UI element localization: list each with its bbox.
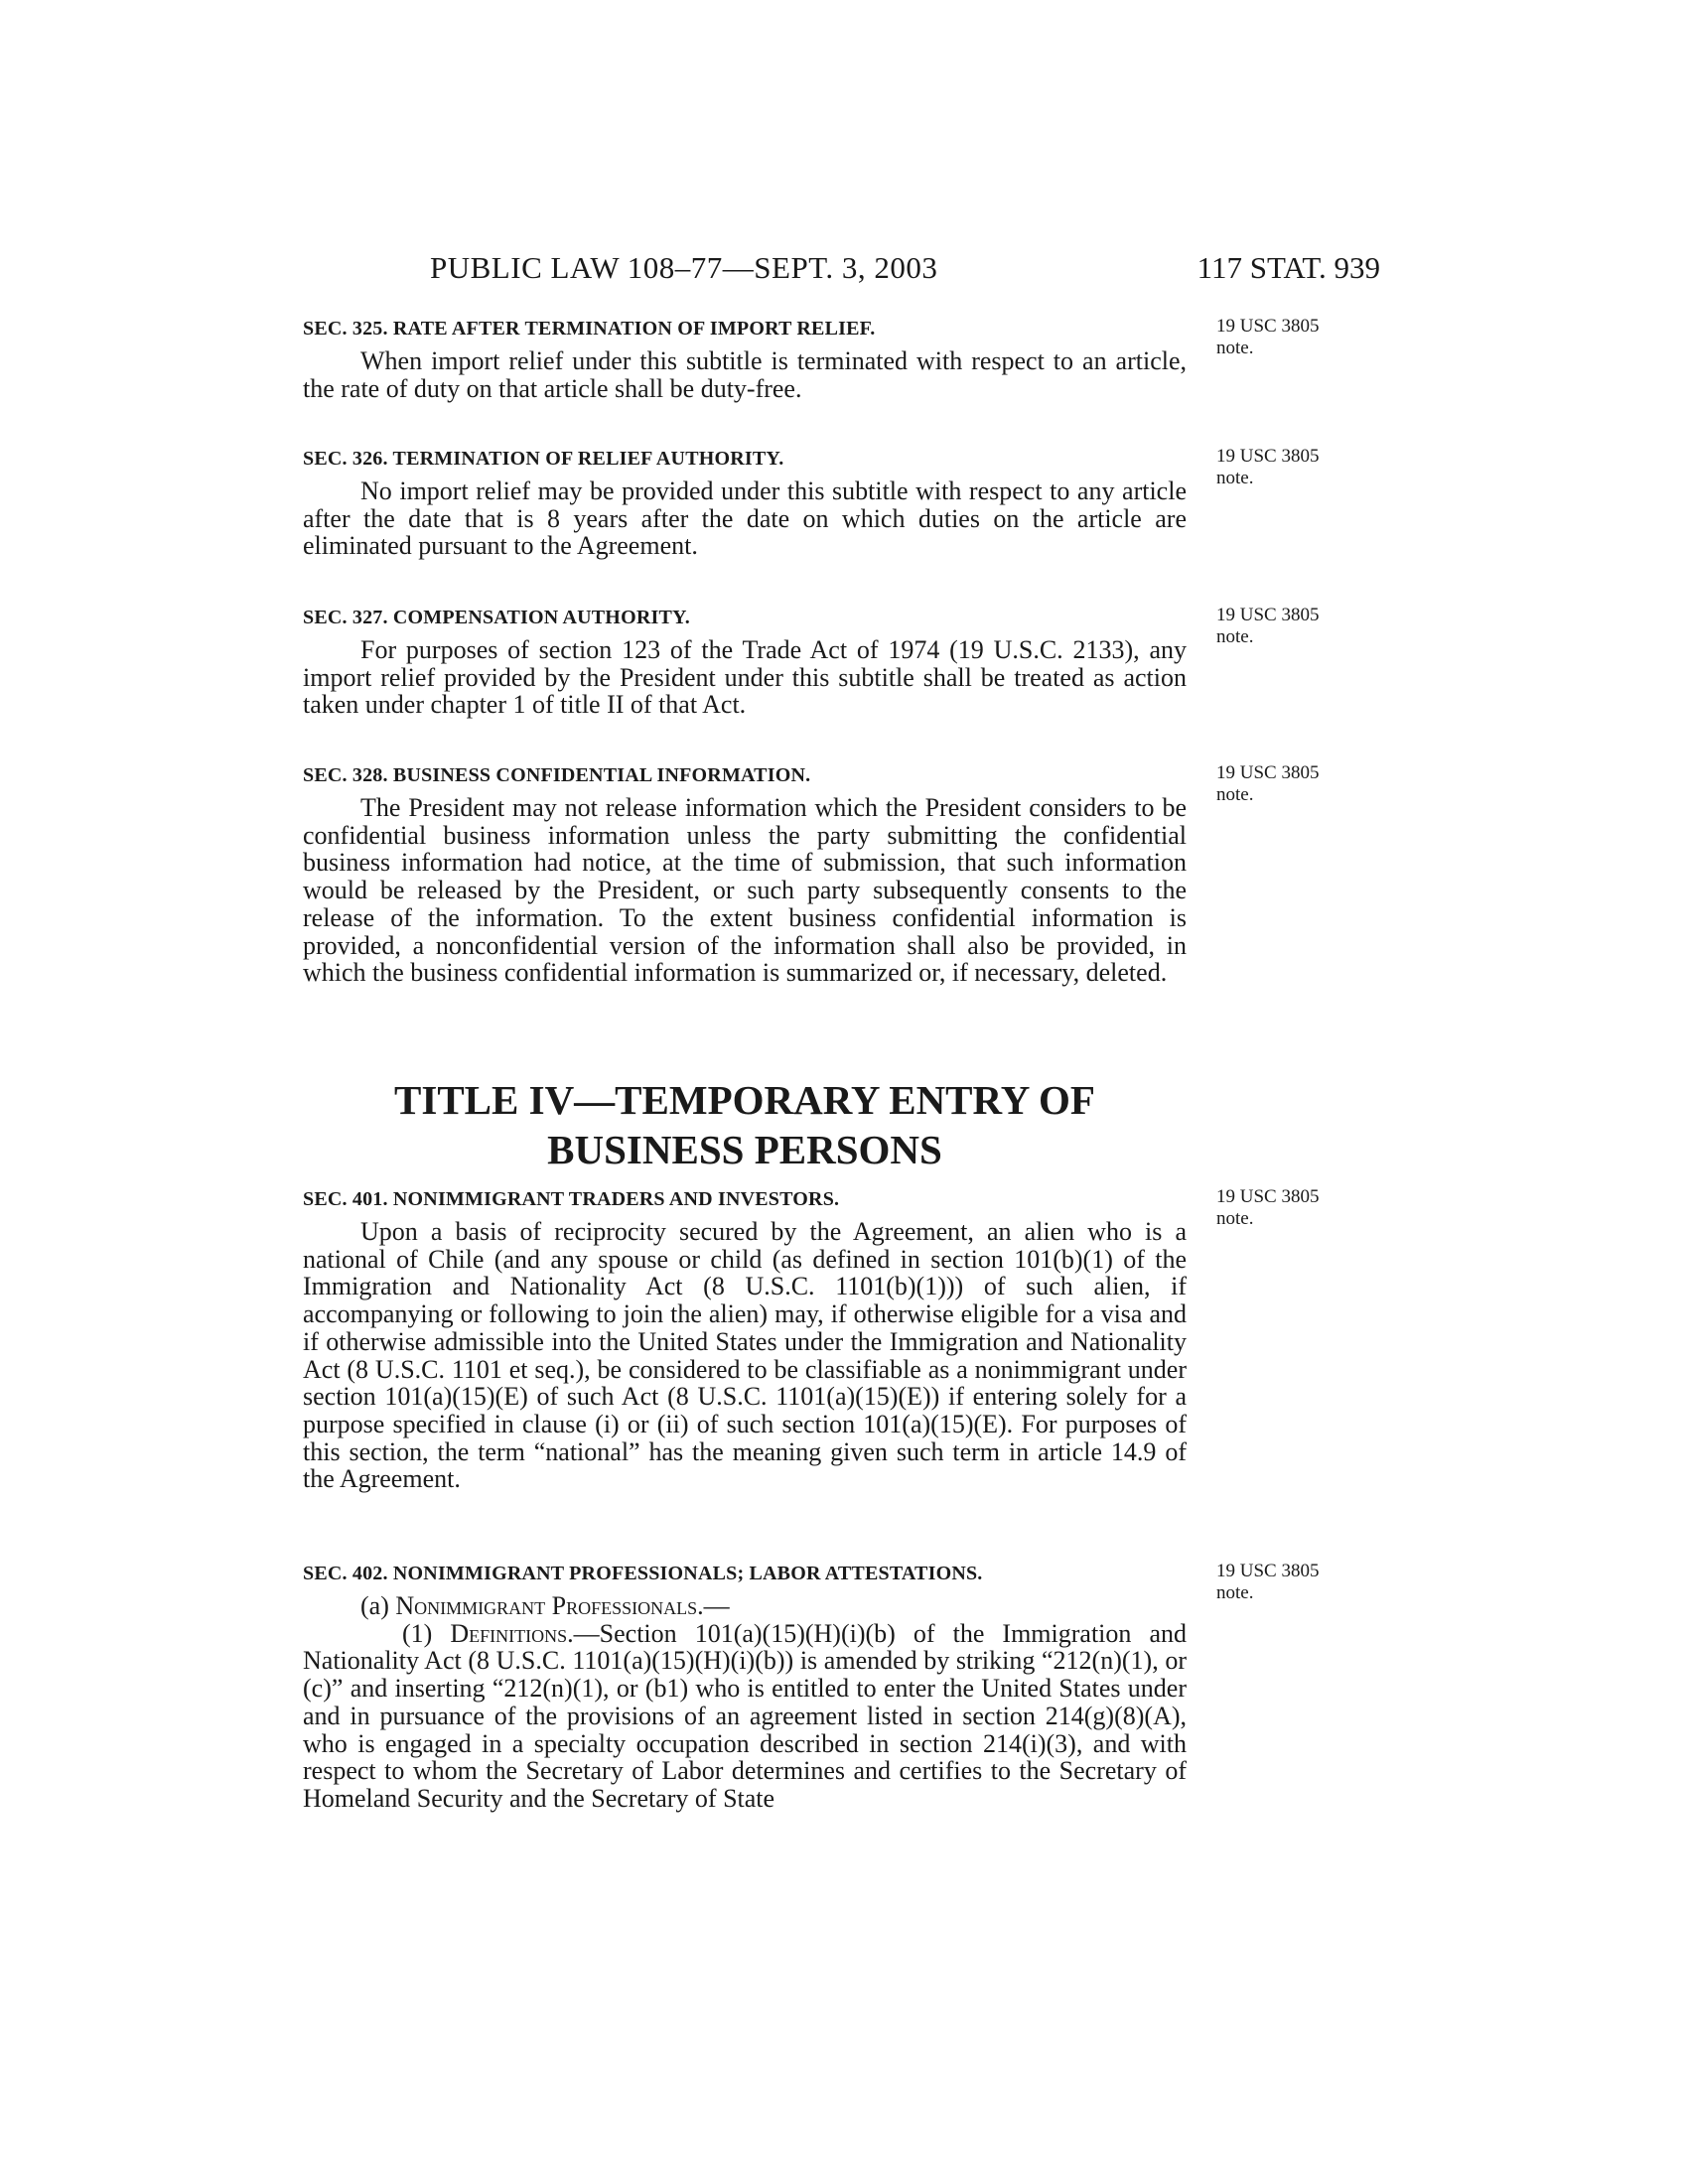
margin-note-label: note. xyxy=(1216,338,1254,358)
title-heading-line1: TITLE IV—TEMPORARY ENTRY OF xyxy=(394,1077,1095,1123)
margin-note-citation: 19 USC 3805 xyxy=(1216,446,1320,467)
margin-note-label: note. xyxy=(1216,1582,1254,1603)
margin-note xyxy=(1216,762,1365,806)
subsection-label: (a) xyxy=(360,1591,396,1620)
section-heading: SEC. 326. TERMINATION OF RELIEF AUTHORITY. xyxy=(303,448,784,470)
margin-note-citation: 19 USC 3805 xyxy=(1216,605,1320,625)
title-heading xyxy=(303,1075,1187,1174)
subsection-a-heading xyxy=(303,1592,1187,1620)
section-text: No import relief may be provided under this subtitle with respect to any article after the date that is 8 years after the date on which duties on the article are eliminated pursuant to the Agreement. xyxy=(303,477,1187,561)
section-326 xyxy=(303,446,1187,560)
running-head-title: PUBLIC LAW 108–77—SEPT. 3, 2003 xyxy=(430,250,938,285)
subsection-dash: .— xyxy=(697,1591,730,1620)
section-heading: SEC. 402. NONIMMIGRANT PROFESSIONALS; LABOR ATTESTATIONS. xyxy=(303,1563,983,1584)
margin-note xyxy=(1216,316,1365,359)
section-325 xyxy=(303,316,1187,402)
margin-note-label: note. xyxy=(1216,468,1254,488)
section-heading: SEC. 327. COMPENSATION AUTHORITY. xyxy=(303,607,690,628)
section-401 xyxy=(303,1186,1187,1493)
section-402 xyxy=(303,1561,1187,1813)
margin-note xyxy=(1216,1561,1365,1604)
margin-note-label: note. xyxy=(1216,1208,1254,1229)
section-328 xyxy=(303,762,1187,987)
section-text: For purposes of section 123 of the Trade Act of 1974 (19 U.S.C. 2133), any import relief provided by the President under this subtitle shall be treated as action taken under chapter 1 of title II of that Act. xyxy=(303,635,1187,720)
section-heading: SEC. 401. NONIMMIGRANT TRADERS AND INVESTORS. xyxy=(303,1188,840,1210)
section-heading: SEC. 325. RATE AFTER TERMINATION OF IMPORT RELIEF. xyxy=(303,318,876,340)
paragraph-label: (1) xyxy=(402,1618,451,1648)
margin-note-citation: 19 USC 3805 xyxy=(1216,1561,1320,1581)
margin-note xyxy=(1216,605,1365,648)
section-text: When import relief under this subtitle is terminated with respect to an article, the rate of duty on that article shall be duty-free. xyxy=(303,346,1187,403)
margin-note xyxy=(1216,1186,1365,1230)
margin-note-citation: 19 USC 3805 xyxy=(1216,762,1320,783)
title-heading-line2: BUSINESS PERSONS xyxy=(547,1127,942,1172)
section-heading: SEC. 328. BUSINESS CONFIDENTIAL INFORMATION. xyxy=(303,764,811,786)
paragraph-1 xyxy=(303,1620,1187,1813)
section-327 xyxy=(303,605,1187,719)
statute-page-number: 117 STAT. 939 xyxy=(1196,250,1380,285)
margin-note-label: note. xyxy=(1216,626,1254,647)
margin-note-label: note. xyxy=(1216,784,1254,805)
margin-note-citation: 19 USC 3805 xyxy=(1216,1186,1320,1207)
margin-note-citation: 19 USC 3805 xyxy=(1216,316,1320,337)
subsection-title: Nonimmigrant Professionals xyxy=(395,1591,698,1620)
section-text: Upon a basis of reciprocity secured by the Agreement, an alien who is a national of Chile (and any spouse or child (as defined in section 101(b)(1) of the Immigration and Nationality Act (8 U.S.C. 1101(b)(1))) of such alien, if accompanying or following to join the alien) may, if otherwise eligible for a visa and if otherwise admissible into the United States under the Immigration and Nationality Act (8 U.S.C. 1101 et seq.), be considered to be classifiable as a nonimmigrant under section 101(a)(15)(E) of such Act (8 U.S.C. 1101(a)(15)(E)) if entering solely for a purpose specified in clause (i) or (ii) of such section 101(a)(15)(E). For purposes of this section, the term “national” has the meaning given such term in article 14.9 of the Agreement. xyxy=(303,1217,1187,1494)
running-head xyxy=(303,250,1380,290)
paragraph-text: .—Section 101(a)(15)(H)(i)(b) of the Immigration and Nationality Act (8 U.S.C. 1101(a)(15)(H)(i)(b)) is amended by striking “212(n)(1), or (c)” and inserting “212(n)(1), or (b1) who is entitled to enter the United States under and in pursuance of the provisions of an agreement listed in section 214(g)(8)(A), who is engaged in a specialty occupation described in section 214(i)(3), and with respect to whom the Secretary of Labor determines and certifies to the Secretary of Homeland Security and the Secretary of State xyxy=(303,1618,1187,1813)
paragraph-title: Definitions xyxy=(450,1618,568,1648)
section-text: The President may not release information which the President considers to be confidential business information unless the party submitting the confidential business information had notice, at the time of submission, that such information would be released by the President, or such party subsequently consents to the release of the information. To the extent business confidential information is provided, a nonconfidential version of the information shall also be provided, in which the business confidential information is summarized or, if necessary, deleted. xyxy=(303,793,1187,988)
margin-note xyxy=(1216,446,1365,489)
